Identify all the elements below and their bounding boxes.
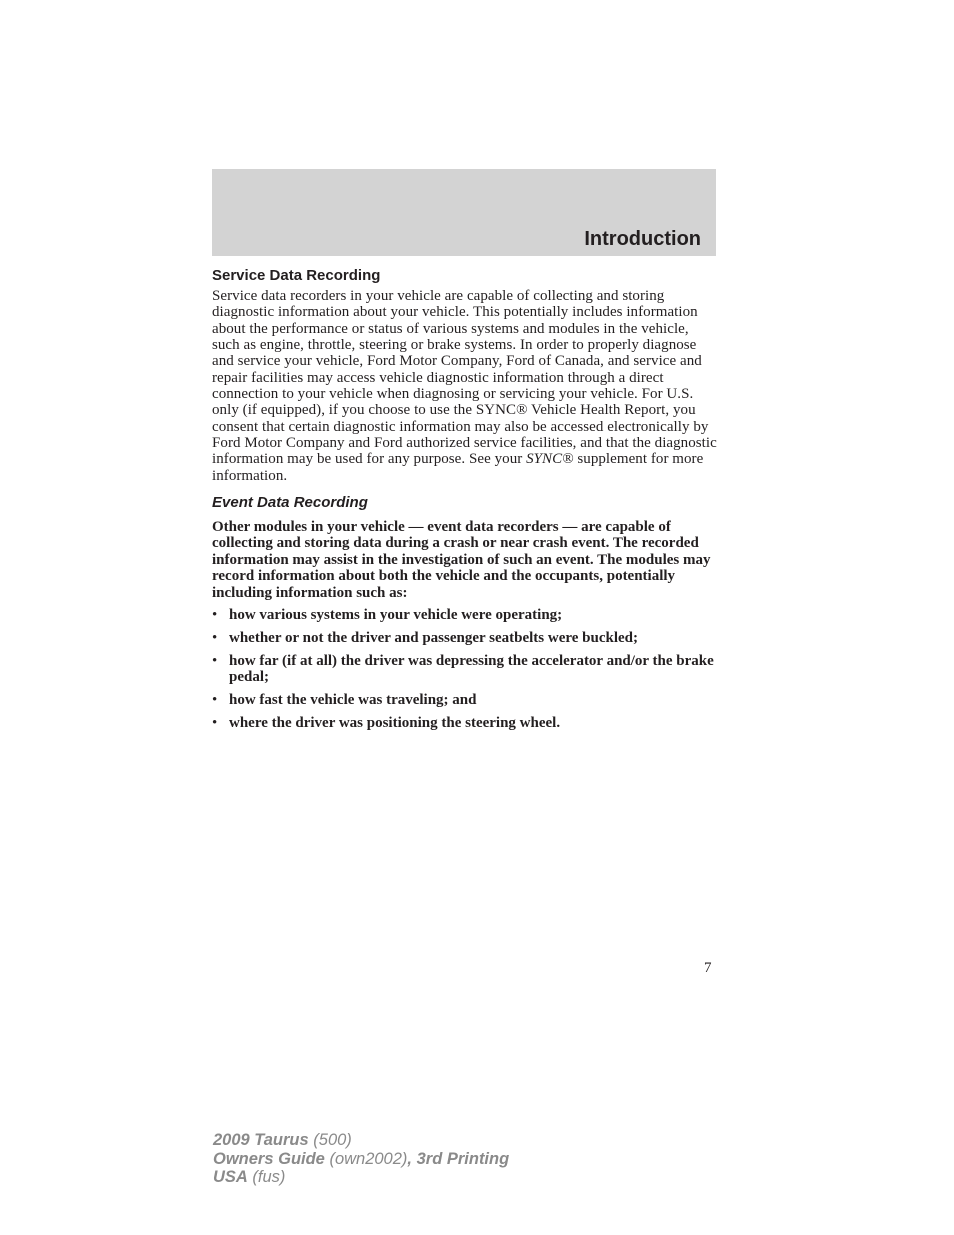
list-item-text: how fast the vehicle was traveling; and bbox=[229, 691, 477, 708]
list-item bbox=[212, 653, 718, 686]
list-item bbox=[212, 692, 718, 708]
footer-line-model bbox=[213, 1131, 509, 1150]
list-item-text: whether or not the driver and passenger seatbelts were buckled; bbox=[229, 629, 639, 646]
service-data-paragraph bbox=[212, 288, 718, 484]
list-item-text: how far (if at all) the driver was depressing the accelerator and/or the brake pedal; bbox=[229, 652, 714, 685]
footer-market: USA bbox=[213, 1168, 248, 1186]
service-paragraph-text-1: Service data recorders in your vehicle are capable of collecting and storing diagnostic information about your vehicle. This potentially includes information about the performance or status of various systems and modules in the vehicle, such as engine, throttle, steering or brake systems. In order to properly diagnose and service your vehicle, Ford Motor Company, Ford of Canada, and service and repair facilities may access vehicle diagnostic information through a direct connection to your vehicle when diagnosing or servicing your vehicle. For U.S. only (if equipped), if you choose to use the SYNC® Vehicle Health Report, you consent that certain diagnostic information may also be accessed electronically by Ford Motor Company and Ford authorized service facilities, and that the diagnostic information may be used for any purpose. See your bbox=[212, 288, 717, 468]
event-data-intro: Other modules in your vehicle — event data recorders — are capable of collecting and storing data during a crash or near crash event. The recorded information may assist in the investigation of such an event. The modules may record information about both the vehicle and the occupants, potentially including information such as: bbox=[212, 519, 711, 601]
event-data-list bbox=[212, 607, 718, 731]
bullet-icon: • bbox=[212, 652, 218, 669]
footer-guide-code: (own2002) bbox=[324, 1149, 408, 1168]
list-item bbox=[212, 630, 718, 646]
footer-model-code: (500) bbox=[308, 1131, 352, 1149]
bullet-icon: • bbox=[212, 714, 218, 731]
bullet-icon: • bbox=[212, 629, 218, 646]
list-item-text: where the driver was positioning the steering wheel. bbox=[229, 714, 561, 731]
chapter-title: Introduction bbox=[584, 228, 701, 250]
service-paragraph-italic: SYNC® bbox=[526, 451, 574, 468]
footer-printing: , 3rd Printing bbox=[407, 1149, 510, 1168]
footer-guide: Owners Guide bbox=[213, 1149, 325, 1168]
service-data-heading: Service Data Recording bbox=[212, 267, 381, 284]
bullet-icon: • bbox=[212, 691, 218, 708]
page-content bbox=[212, 266, 718, 737]
footer-line-guide bbox=[213, 1150, 509, 1169]
footer-line-market bbox=[213, 1168, 509, 1187]
chapter-header-band bbox=[212, 169, 716, 256]
event-data-heading: Event Data Recording bbox=[212, 494, 368, 512]
service-paragraph-text-2: supplement for more information. bbox=[212, 451, 704, 484]
list-item-text: how various systems in your vehicle were operating; bbox=[229, 606, 563, 623]
footer-market-code: (fus) bbox=[247, 1168, 286, 1186]
document-footer bbox=[213, 1131, 509, 1187]
page-number: 7 bbox=[704, 960, 712, 976]
footer-model: 2009 Taurus bbox=[213, 1131, 309, 1149]
list-item bbox=[212, 607, 718, 623]
bullet-icon: • bbox=[212, 606, 218, 623]
list-item bbox=[212, 715, 718, 731]
